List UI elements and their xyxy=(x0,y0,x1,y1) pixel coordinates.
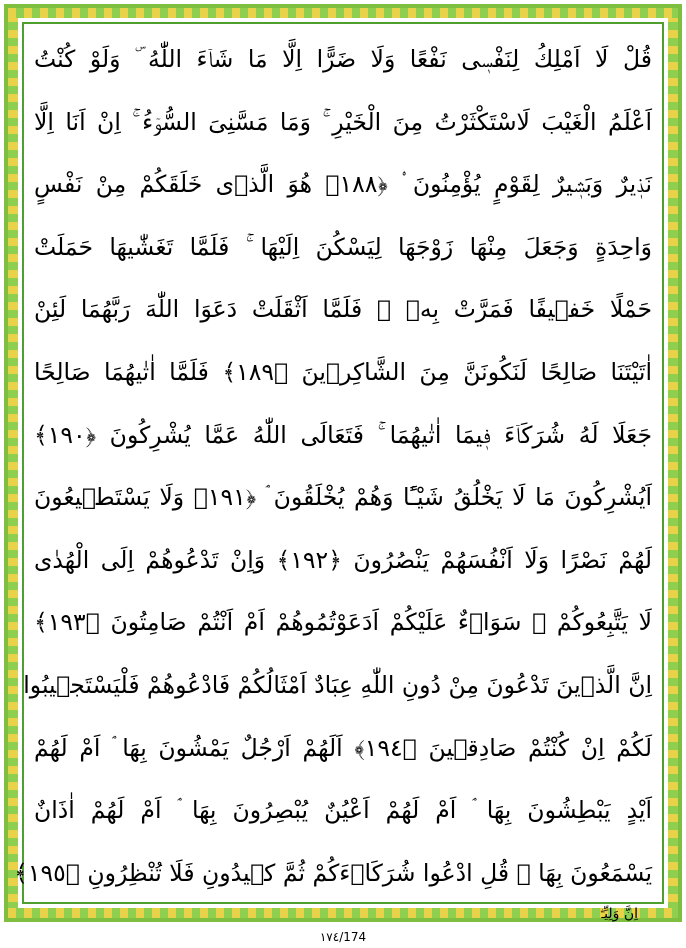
text-line-2: اَعْلَمُ الْغَيْبَ لَاسْتَكْثَرْتُ مِنَ الْخَيْرِ ۚ وَمَا مَسَّنِىَ السُّوۤءُ ۚ اِنْ اَنَا اِلَّا xyxy=(34,107,652,136)
text-line-1: قُلْ لَا اَمْلِكُ لِنَفْسٖى نَفْعًا وَلَا ضَرًّا اِلَّا مَا شَاۤءَ اللّٰهُ ۜ وَلَوْ كُنْتُ xyxy=(34,45,652,73)
text-line-10: لَا يَتَّبِعُوكُمْ ۜ سَوَاۤءٌ عَلَيْكُمْ اَدَعَوْتُمُوهُمْ اَمْ اَنْتُمْ صَامِتُونَ ﴿١٩٣﴾ xyxy=(34,608,652,637)
text-line-9: لَهُمْ نَصْرًا وَلَا اَنْفُسَهُمْ يَنْصُرُونَ ﴿١٩٢﴾ وَاِنْ تَدْعُوهُمْ اِلَى الْهُدٰى xyxy=(34,545,652,574)
text-line-8: اَيُشْرِكُونَ مَا لَا يَخْلُقُ شَيْـًٔا وَهُمْ يُخْلَقُونَ ۘ ﴿١٩١﴾ وَلَا يَسْتَطٖيعُونَ xyxy=(34,483,652,512)
text-line-5: حَمْلًا خَفٖيفًا فَمَرَّتْ بِهٖ ۚ فَلَمَّا اَثْقَلَتْ دَعَوَا اللّٰهَ رَبَّهُمَا لَئِنْ xyxy=(34,295,652,324)
text-line-3: نَذٖيرٌ وَبَشٖيرٌ لِقَوْمٍ يُؤْمِنُونَ ۟ ﴿١٨٨﴾ هُوَ الَّذٖى خَلَقَكُمْ مِنْ نَفْسٍ xyxy=(34,170,653,199)
quran-text xyxy=(14,28,653,904)
text-line-13: اَيْدٍ يَبْطِشُونَ بِهَا ۘ اَمْ لَهُمْ اَعْيُنٌ يُبْصِرُونَ بِهَا ۘ اَمْ لَهُمْ اٰذَانٌ xyxy=(34,796,652,825)
text-line-6: اٰتَيْتَنَا صَالِحًا لَنَكُونَنَّ مِنَ الشَّاكِرٖينَ ﴿١٨٩﴾ فَلَمَّا اٰتٰيهُمَا صَالِحًا xyxy=(34,357,652,386)
text-panel xyxy=(14,22,664,904)
text-line-11: اِنَّ الَّذٖينَ تَدْعُونَ مِنْ دُونِ اللّٰهِ عِبَادٌ اَمْثَالُكُمْ فَادْعُوهُمْ فَلْيَسْتَجٖيبُوا xyxy=(23,670,652,699)
text-line-7: جَعَلَا لَهُ شُرَكَاۤءَ فٖيمَا اٰتٰيهُمَا ۚ فَتَعَالَى اللّٰهُ عَمَّا يُشْرِكُونَ ﴿١٩٠﴾ xyxy=(34,420,652,449)
text-line-4: وَاحِدَةٍ وَجَعَلَ مِنْهَا زَوْجَهَا لِيَسْكُنَ اِلَيْهَا ۚ فَلَمَّا تَغَشّٰيهَا حَمَلَتْ xyxy=(34,232,652,261)
catchword: اِنَّ وَلِيِّـَۧ xyxy=(601,906,638,922)
page-border xyxy=(4,4,682,922)
text-line-14: يَسْمَعُونَ بِهَا ۜ قُلِ ادْعُوا شُرَكَاۤءَكُمْ ثُمَّ كٖيدُونِ فَلَا تُنْظِرُونِ ﴿١٩٥﴾ xyxy=(14,858,652,887)
page-number: ١٧٤/174 xyxy=(319,930,367,944)
text-line-12: لَكُمْ اِنْ كُنْتُمْ صَادِقٖينَ ﴿١٩٤﴾ اَلَهُمْ اَرْجُلٌ يَمْشُونَ بِهَا ۘ اَمْ لَهُمْ xyxy=(34,733,653,762)
